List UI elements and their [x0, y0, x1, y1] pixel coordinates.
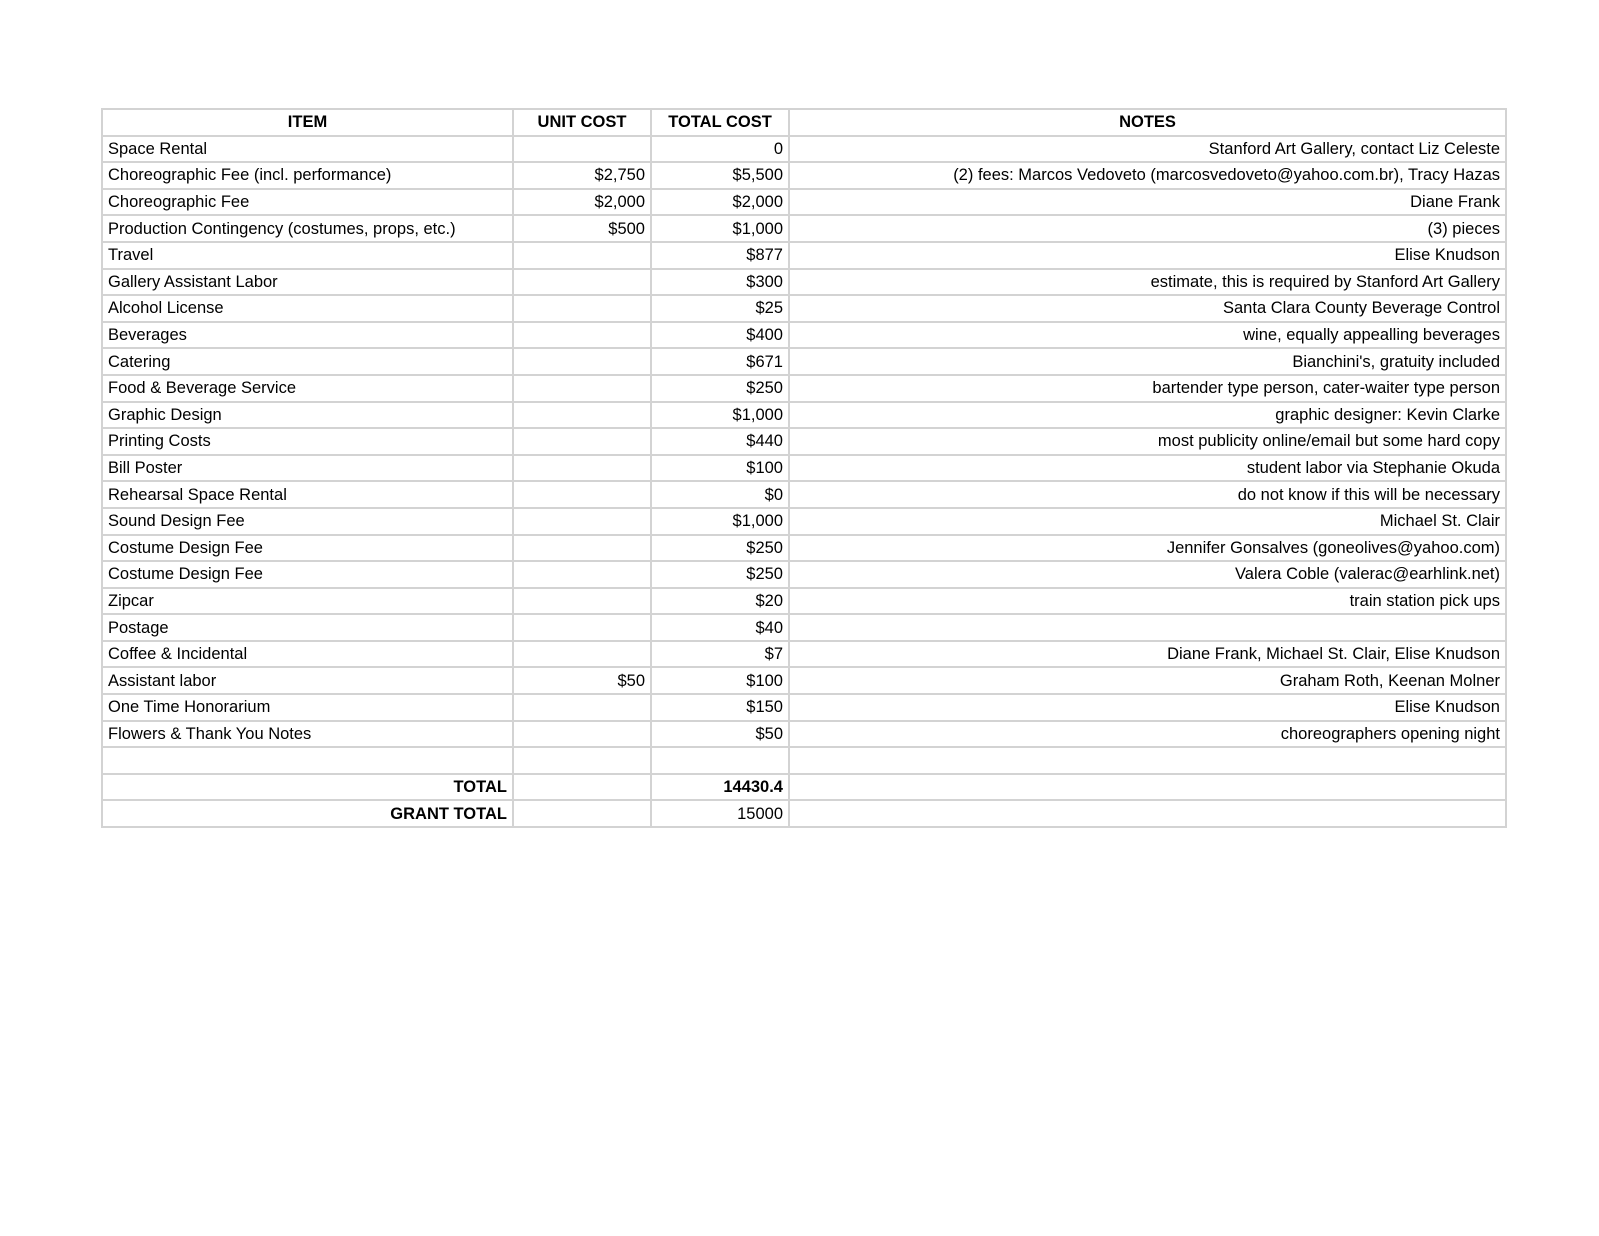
grant-total-label: GRANT TOTAL: [102, 800, 513, 827]
item-cell: Choreographic Fee (incl. performance): [102, 162, 513, 189]
total-cost-cell: $1,000: [651, 215, 789, 242]
table-row: [102, 588, 1506, 615]
notes-cell: Bianchini's, gratuity included: [789, 348, 1506, 375]
item-cell: Production Contingency (costumes, props, etc.): [102, 215, 513, 242]
notes-cell: Valera Coble (valerac@earhlink.net): [789, 561, 1506, 588]
header-row: [102, 109, 1506, 136]
unit-cost-cell: [513, 402, 651, 429]
unit-cost-cell: [513, 641, 651, 668]
header-unit-cost: UNIT COST: [513, 109, 651, 136]
table-row: [102, 242, 1506, 269]
total-cost-cell: $40: [651, 614, 789, 641]
item-cell: Space Rental: [102, 136, 513, 163]
unit-cost-cell: [513, 242, 651, 269]
blank-cell: [789, 747, 1506, 774]
item-cell: Bill Poster: [102, 455, 513, 482]
notes-cell: most publicity online/email but some hard copy: [789, 428, 1506, 455]
table-row: [102, 295, 1506, 322]
total-cost-cell: $250: [651, 375, 789, 402]
total-cost-cell: $1,000: [651, 508, 789, 535]
notes-cell: Santa Clara County Beverage Control: [789, 295, 1506, 322]
total-cost-cell: $100: [651, 667, 789, 694]
unit-cost-cell: [513, 588, 651, 615]
total-row: [102, 774, 1506, 801]
header-item: ITEM: [102, 109, 513, 136]
unit-cost-cell: $50: [513, 667, 651, 694]
total-notes-cell: [789, 774, 1506, 801]
item-cell: Costume Design Fee: [102, 561, 513, 588]
table-row: [102, 269, 1506, 296]
notes-cell: bartender type person, cater-waiter type person: [789, 375, 1506, 402]
item-cell: Sound Design Fee: [102, 508, 513, 535]
header-total-cost: TOTAL COST: [651, 109, 789, 136]
unit-cost-cell: [513, 721, 651, 748]
unit-cost-cell: [513, 455, 651, 482]
notes-cell: graphic designer: Kevin Clarke: [789, 402, 1506, 429]
unit-cost-cell: [513, 375, 651, 402]
unit-cost-cell: [513, 561, 651, 588]
total-unit-cell: [513, 774, 651, 801]
item-cell: Alcohol License: [102, 295, 513, 322]
unit-cost-cell: [513, 348, 651, 375]
table-row: [102, 694, 1506, 721]
unit-cost-cell: [513, 136, 651, 163]
table-row: [102, 162, 1506, 189]
total-cost-cell: $20: [651, 588, 789, 615]
notes-cell: Elise Knudson: [789, 694, 1506, 721]
unit-cost-cell: $2,750: [513, 162, 651, 189]
total-cost-cell: $2,000: [651, 189, 789, 216]
total-value: 14430.4: [651, 774, 789, 801]
unit-cost-cell: [513, 295, 651, 322]
total-cost-cell: $250: [651, 535, 789, 562]
table-row: [102, 667, 1506, 694]
total-cost-cell: $400: [651, 322, 789, 349]
total-cost-cell: $5,500: [651, 162, 789, 189]
table-row: [102, 481, 1506, 508]
blank-cell: [102, 747, 513, 774]
total-cost-cell: $250: [651, 561, 789, 588]
item-cell: Rehearsal Space Rental: [102, 481, 513, 508]
total-cost-cell: $100: [651, 455, 789, 482]
unit-cost-cell: $2,000: [513, 189, 651, 216]
item-cell: Coffee & Incidental: [102, 641, 513, 668]
total-cost-cell: $877: [651, 242, 789, 269]
table-row: [102, 455, 1506, 482]
unit-cost-cell: [513, 481, 651, 508]
grant-total-notes-cell: [789, 800, 1506, 827]
item-cell: Travel: [102, 242, 513, 269]
table-row: [102, 641, 1506, 668]
unit-cost-cell: [513, 269, 651, 296]
unit-cost-cell: [513, 322, 651, 349]
grant-total-unit-cell: [513, 800, 651, 827]
header-notes: NOTES: [789, 109, 1506, 136]
notes-cell: Diane Frank: [789, 189, 1506, 216]
notes-cell: train station pick ups: [789, 588, 1506, 615]
total-cost-cell: $150: [651, 694, 789, 721]
table-row: [102, 322, 1506, 349]
notes-cell: Michael St. Clair: [789, 508, 1506, 535]
blank-cell: [651, 747, 789, 774]
notes-cell: Graham Roth, Keenan Molner: [789, 667, 1506, 694]
notes-cell: choreographers opening night: [789, 721, 1506, 748]
budget-table: [101, 108, 1507, 828]
table-row: [102, 375, 1506, 402]
notes-cell: Elise Knudson: [789, 242, 1506, 269]
item-cell: Food & Beverage Service: [102, 375, 513, 402]
notes-cell: (3) pieces: [789, 215, 1506, 242]
total-cost-cell: $671: [651, 348, 789, 375]
item-cell: Choreographic Fee: [102, 189, 513, 216]
table-row: [102, 721, 1506, 748]
budget-body: [102, 136, 1506, 748]
table-row: [102, 428, 1506, 455]
total-cost-cell: $440: [651, 428, 789, 455]
notes-cell: wine, equally appealling beverages: [789, 322, 1506, 349]
total-cost-cell: 0: [651, 136, 789, 163]
blank-cell: [513, 747, 651, 774]
table-row: [102, 614, 1506, 641]
total-cost-cell: $50: [651, 721, 789, 748]
unit-cost-cell: [513, 694, 651, 721]
notes-cell: [789, 614, 1506, 641]
item-cell: Printing Costs: [102, 428, 513, 455]
table-row: [102, 561, 1506, 588]
total-cost-cell: $1,000: [651, 402, 789, 429]
item-cell: Assistant labor: [102, 667, 513, 694]
item-cell: Graphic Design: [102, 402, 513, 429]
notes-cell: do not know if this will be necessary: [789, 481, 1506, 508]
total-cost-cell: $7: [651, 641, 789, 668]
notes-cell: Stanford Art Gallery, contact Liz Celeste: [789, 136, 1506, 163]
notes-cell: student labor via Stephanie Okuda: [789, 455, 1506, 482]
notes-cell: (2) fees: Marcos Vedoveto (marcosvedoveto@yahoo.com.br), Tracy Hazas: [789, 162, 1506, 189]
unit-cost-cell: $500: [513, 215, 651, 242]
unit-cost-cell: [513, 614, 651, 641]
table-row: [102, 402, 1506, 429]
table-row: [102, 136, 1506, 163]
table-row: [102, 215, 1506, 242]
table-row: [102, 508, 1506, 535]
item-cell: One Time Honorarium: [102, 694, 513, 721]
total-label: TOTAL: [102, 774, 513, 801]
blank-row: [102, 747, 1506, 774]
item-cell: Beverages: [102, 322, 513, 349]
total-cost-cell: $25: [651, 295, 789, 322]
item-cell: Flowers & Thank You Notes: [102, 721, 513, 748]
grant-total-value: 15000: [651, 800, 789, 827]
total-cost-cell: $300: [651, 269, 789, 296]
table-row: [102, 348, 1506, 375]
item-cell: Costume Design Fee: [102, 535, 513, 562]
grant-total-row: [102, 800, 1506, 827]
item-cell: Postage: [102, 614, 513, 641]
unit-cost-cell: [513, 508, 651, 535]
unit-cost-cell: [513, 535, 651, 562]
total-cost-cell: $0: [651, 481, 789, 508]
item-cell: Zipcar: [102, 588, 513, 615]
table-row: [102, 535, 1506, 562]
notes-cell: Diane Frank, Michael St. Clair, Elise Knudson: [789, 641, 1506, 668]
unit-cost-cell: [513, 428, 651, 455]
table-row: [102, 189, 1506, 216]
notes-cell: Jennifer Gonsalves (goneolives@yahoo.com): [789, 535, 1506, 562]
item-cell: Gallery Assistant Labor: [102, 269, 513, 296]
notes-cell: estimate, this is required by Stanford Art Gallery: [789, 269, 1506, 296]
item-cell: Catering: [102, 348, 513, 375]
